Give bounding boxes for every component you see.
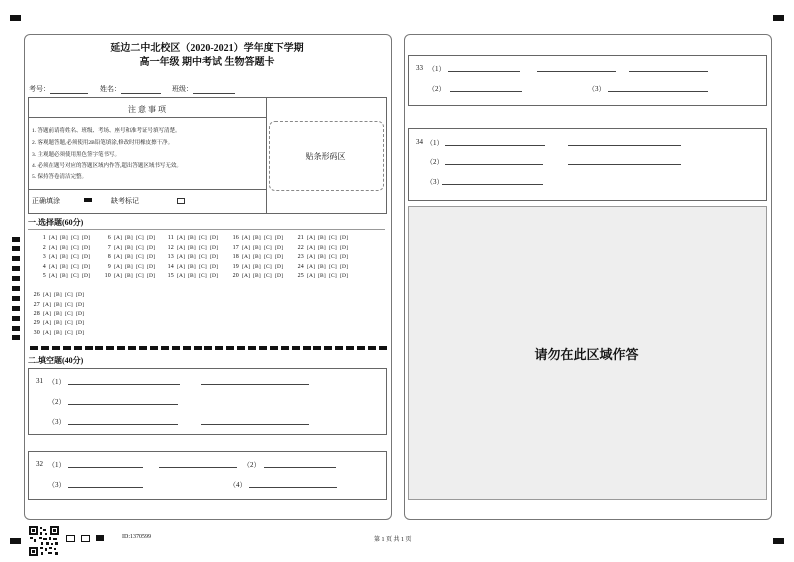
mcq-option-bubble[interactable]: [B] bbox=[188, 235, 196, 241]
mcq-option-bubble[interactable]: [D] bbox=[82, 273, 91, 279]
mcq-option-bubble[interactable]: [A] bbox=[43, 330, 52, 336]
separator-dash bbox=[74, 346, 82, 350]
mcq-question-27 bbox=[30, 302, 87, 308]
q32-blank1-line-a[interactable] bbox=[68, 467, 143, 468]
mcq-question-number: 10 bbox=[104, 273, 111, 279]
q33-blank3-line[interactable] bbox=[608, 91, 708, 92]
mcq-option-bubble[interactable]: [B] bbox=[125, 273, 133, 279]
mcq-question-number: 15 bbox=[167, 273, 174, 279]
mcq-option-bubble[interactable]: [D] bbox=[340, 254, 349, 260]
notice-item-2: 2. 客观题答题,必须使用2B铅笔填涂,修改时用橡皮擦干净。 bbox=[32, 140, 174, 146]
q34-blank2-line-a[interactable] bbox=[445, 164, 543, 165]
separator-dash bbox=[270, 346, 278, 350]
mcq-option-bubble[interactable]: [C] bbox=[136, 264, 144, 270]
mcq-option-bubble[interactable]: [C] bbox=[71, 235, 79, 241]
separator-dash bbox=[324, 346, 332, 350]
mcq-question-9 bbox=[101, 264, 158, 270]
separator-dash bbox=[248, 346, 256, 350]
mcq-option-bubble[interactable]: [D] bbox=[147, 245, 156, 251]
q33-blank1-label: （1） bbox=[428, 65, 446, 73]
mcq-option-bubble[interactable]: [D] bbox=[210, 235, 219, 241]
q31-blank3-label: （3） bbox=[48, 418, 66, 426]
mcq-question-11 bbox=[164, 235, 221, 241]
mcq-option-bubble[interactable]: [B] bbox=[188, 264, 196, 270]
footer-id: ID:1370599 bbox=[122, 534, 151, 540]
mcq-option-bubble[interactable]: [D] bbox=[340, 264, 349, 270]
section2-title: 二.填空题(40分) bbox=[28, 356, 84, 365]
mcq-option-bubble[interactable]: [C] bbox=[264, 245, 272, 251]
mcq-question-number: 29 bbox=[33, 320, 40, 326]
mcq-option-bubble[interactable]: [D] bbox=[147, 235, 156, 241]
separator-dash bbox=[139, 346, 147, 350]
mcq-option-bubble[interactable]: [C] bbox=[264, 254, 272, 260]
mcq-option-bubble[interactable]: [A] bbox=[242, 264, 251, 270]
mcq-question-8 bbox=[101, 254, 158, 260]
registration-mark-bottom-left bbox=[10, 538, 21, 544]
class-field[interactable] bbox=[172, 84, 235, 94]
mcq-option-bubble[interactable]: [B] bbox=[318, 254, 326, 260]
mcq-option-bubble[interactable]: [B] bbox=[125, 254, 133, 260]
q31-blank3-line-a[interactable] bbox=[68, 424, 178, 425]
name-label: 姓名： bbox=[100, 85, 121, 93]
mcq-option-bubble[interactable]: [C] bbox=[136, 254, 144, 260]
mcq-option-bubble[interactable]: [D] bbox=[82, 264, 91, 270]
footer-box-1 bbox=[66, 535, 75, 542]
separator-dash bbox=[346, 346, 354, 350]
separator-dash bbox=[30, 346, 38, 350]
mcq-option-bubble[interactable]: [D] bbox=[340, 235, 349, 241]
q32-blank2-label: （2） bbox=[243, 461, 261, 469]
mcq-option-bubble[interactable]: [D] bbox=[82, 254, 91, 260]
mcq-question-number: 4 bbox=[42, 264, 46, 270]
mcq-option-bubble[interactable]: [B] bbox=[60, 273, 68, 279]
absent-mark-label: 缺考标记 bbox=[111, 197, 139, 205]
separator-dash bbox=[161, 346, 169, 350]
mcq-option-bubble[interactable]: [D] bbox=[76, 330, 85, 336]
mcq-option-bubble[interactable]: [C] bbox=[71, 245, 79, 251]
separator-dash bbox=[41, 346, 49, 350]
mcq-question-number: 25 bbox=[297, 273, 304, 279]
mcq-option-bubble[interactable]: [C] bbox=[136, 273, 144, 279]
mcq-option-bubble[interactable]: [D] bbox=[210, 245, 219, 251]
registration-mark-top-right bbox=[773, 15, 784, 21]
registration-mark-bottom-right bbox=[773, 538, 784, 544]
mcq-question-5 bbox=[36, 273, 93, 279]
mcq-question-18 bbox=[229, 254, 286, 260]
mcq-question-number: 13 bbox=[167, 254, 174, 260]
mcq-question-25 bbox=[294, 273, 351, 279]
mcq-option-bubble[interactable]: [A] bbox=[43, 302, 52, 308]
mcq-option-bubble[interactable]: [B] bbox=[188, 245, 196, 251]
separator-dash bbox=[259, 346, 267, 350]
mcq-option-bubble[interactable]: [A] bbox=[307, 264, 316, 270]
mcq-question-19 bbox=[229, 264, 286, 270]
mcq-question-number: 6 bbox=[107, 235, 111, 241]
sheet-title-line2: 高一年级 期中考试 生物答题卡 bbox=[139, 57, 275, 68]
mcq-option-bubble[interactable]: [A] bbox=[49, 273, 58, 279]
q31-number: 31 bbox=[36, 377, 43, 385]
mcq-question-number: 14 bbox=[167, 264, 174, 270]
separator-dash bbox=[194, 346, 202, 350]
mcq-option-bubble[interactable]: [C] bbox=[65, 292, 73, 298]
section1-rule bbox=[28, 229, 385, 230]
mcq-option-bubble[interactable]: [D] bbox=[147, 273, 156, 279]
mcq-option-bubble[interactable]: [B] bbox=[318, 273, 326, 279]
mcq-option-bubble[interactable]: [A] bbox=[307, 245, 316, 251]
mcq-question-number: 1 bbox=[42, 235, 46, 241]
mcq-question-22 bbox=[294, 245, 351, 251]
mcq-option-bubble[interactable]: [D] bbox=[275, 254, 284, 260]
correct-fill-label: 正确填涂 bbox=[32, 197, 60, 205]
mcq-question-16 bbox=[229, 235, 286, 241]
separator-dash bbox=[172, 346, 180, 350]
q33-box bbox=[408, 55, 767, 106]
q33-blank3-label: （3） bbox=[588, 85, 606, 93]
mcq-question-number: 2 bbox=[42, 245, 46, 251]
q31-blank1-label: （1） bbox=[48, 378, 66, 386]
mcq-option-bubble[interactable]: [A] bbox=[307, 235, 316, 241]
mcq-option-bubble[interactable]: [A] bbox=[49, 254, 58, 260]
q31-blank3-line-b[interactable] bbox=[201, 424, 309, 425]
q34-blank2-line-b[interactable] bbox=[568, 164, 681, 165]
footer-box-3 bbox=[96, 535, 104, 541]
q31-blank1-line-a[interactable] bbox=[68, 384, 180, 385]
separator-dash bbox=[292, 346, 300, 350]
absent-mark-box[interactable] bbox=[177, 198, 185, 204]
qr-code bbox=[29, 526, 59, 556]
mcq-option-bubble[interactable]: [C] bbox=[65, 330, 73, 336]
mcq-option-bubble[interactable]: [B] bbox=[318, 245, 326, 251]
mcq-option-bubble[interactable]: [D] bbox=[210, 264, 219, 270]
mcq-question-number: 27 bbox=[33, 302, 40, 308]
mcq-option-bubble[interactable]: [A] bbox=[242, 235, 251, 241]
mcq-question-4 bbox=[36, 264, 93, 270]
mcq-option-bubble[interactable]: [A] bbox=[43, 311, 52, 317]
q31-blank2-label: （2） bbox=[48, 398, 66, 406]
separator-dash bbox=[85, 346, 93, 350]
mcq-option-bubble[interactable]: [B] bbox=[60, 235, 68, 241]
mcq-question-number: 23 bbox=[297, 254, 304, 260]
mcq-option-bubble[interactable]: [C] bbox=[329, 273, 337, 279]
mcq-option-bubble[interactable]: [A] bbox=[114, 254, 123, 260]
q32-blank1-label: （1） bbox=[48, 461, 66, 469]
mcq-option-bubble[interactable]: [B] bbox=[318, 235, 326, 241]
no-answer-zone-label: 请勿在此区域作答 bbox=[534, 348, 639, 363]
mcq-option-bubble[interactable]: [B] bbox=[60, 264, 68, 270]
q32-blank2-line[interactable] bbox=[264, 467, 336, 468]
correct-fill-sample bbox=[84, 198, 92, 202]
mcq-option-bubble[interactable]: [B] bbox=[54, 330, 62, 336]
mcq-option-bubble[interactable]: [D] bbox=[275, 273, 284, 279]
registration-mark-top-left bbox=[10, 15, 21, 21]
mcq-option-bubble[interactable]: [C] bbox=[329, 245, 337, 251]
separator-dash bbox=[237, 346, 245, 350]
mcq-option-bubble[interactable]: [D] bbox=[76, 320, 85, 326]
mcq-option-bubble[interactable]: [C] bbox=[199, 273, 207, 279]
mcq-option-bubble[interactable]: [D] bbox=[340, 273, 349, 279]
mcq-option-bubble[interactable]: [D] bbox=[76, 302, 85, 308]
mcq-question-13 bbox=[164, 254, 221, 260]
q33-blank1-line-b[interactable] bbox=[537, 71, 616, 72]
mcq-option-bubble[interactable]: [D] bbox=[82, 235, 91, 241]
q33-number: 33 bbox=[416, 64, 423, 72]
separator-dash bbox=[368, 346, 376, 350]
footer-page-number: 第 1 页 共 1 页 bbox=[374, 537, 412, 543]
mcq-question-number: 20 bbox=[232, 273, 239, 279]
mcq-question-23 bbox=[294, 254, 351, 260]
mcq-option-bubble[interactable]: [B] bbox=[60, 245, 68, 251]
notice-bottom-divider bbox=[28, 189, 266, 190]
mcq-option-bubble[interactable]: [C] bbox=[136, 235, 144, 241]
mcq-question-number: 17 bbox=[232, 245, 239, 251]
mcq-option-bubble[interactable]: [A] bbox=[177, 264, 186, 270]
mcq-question-24 bbox=[294, 264, 351, 270]
separator-dash bbox=[313, 346, 321, 350]
q33-blank1-line-a[interactable] bbox=[448, 71, 520, 72]
separator-dash bbox=[95, 346, 103, 350]
name-field[interactable] bbox=[100, 84, 161, 94]
q31-blank1-line-b[interactable] bbox=[201, 384, 309, 385]
mcq-option-bubble[interactable]: [C] bbox=[71, 254, 79, 260]
notice-heading-underline bbox=[28, 117, 266, 118]
mcq-option-bubble[interactable]: [B] bbox=[60, 254, 68, 260]
mcq-question-14 bbox=[164, 264, 221, 270]
mcq-option-bubble[interactable]: [C] bbox=[199, 254, 207, 260]
mcq-option-bubble[interactable]: [C] bbox=[329, 254, 337, 260]
mcq-question-30 bbox=[30, 330, 87, 336]
mcq-question-number: 7 bbox=[107, 245, 111, 251]
mcq-option-bubble[interactable]: [C] bbox=[199, 245, 207, 251]
q32-box bbox=[28, 451, 387, 500]
mcq-question-number: 24 bbox=[297, 264, 304, 270]
separator-dash bbox=[281, 346, 289, 350]
mcq-option-bubble[interactable]: [D] bbox=[210, 273, 219, 279]
mcq-option-bubble[interactable]: [A] bbox=[114, 235, 123, 241]
separator-dash bbox=[204, 346, 212, 350]
q34-blank3-label: （3） bbox=[426, 178, 444, 186]
mcq-option-bubble[interactable]: [B] bbox=[253, 273, 261, 279]
q32-blank1-line-b[interactable] bbox=[159, 467, 237, 468]
q32-blank3-line[interactable] bbox=[68, 487, 143, 488]
mcq-option-bubble[interactable]: [A] bbox=[43, 292, 52, 298]
mcq-question-20 bbox=[229, 273, 286, 279]
notice-item-3: 3. 主观题必须使用黑色签字笔书写。 bbox=[32, 152, 121, 158]
q31-blank2-line[interactable] bbox=[68, 404, 178, 405]
mcq-question-6 bbox=[101, 235, 158, 241]
mcq-question-15 bbox=[164, 273, 221, 279]
mcq-option-bubble[interactable]: [C] bbox=[329, 235, 337, 241]
q33-blank2-label: （2） bbox=[428, 85, 446, 93]
mcq-option-bubble[interactable]: [D] bbox=[147, 254, 156, 260]
mcq-option-bubble[interactable]: [B] bbox=[253, 235, 261, 241]
mcq-option-bubble[interactable]: [B] bbox=[318, 264, 326, 270]
mcq-option-bubble[interactable]: [A] bbox=[177, 254, 186, 260]
q32-number: 32 bbox=[36, 460, 43, 468]
separator-dash bbox=[52, 346, 60, 350]
separator-dash bbox=[117, 346, 125, 350]
mcq-question-17 bbox=[229, 245, 286, 251]
mcq-option-bubble[interactable]: [C] bbox=[65, 311, 73, 317]
mcq-option-bubble[interactable]: [D] bbox=[82, 245, 91, 251]
mcq-option-bubble[interactable]: [A] bbox=[114, 245, 123, 251]
mcq-option-bubble[interactable]: [A] bbox=[177, 245, 186, 251]
mcq-option-bubble[interactable]: [A] bbox=[114, 273, 123, 279]
mcq-option-bubble[interactable]: [B] bbox=[125, 235, 133, 241]
mcq-option-bubble[interactable]: [C] bbox=[71, 273, 79, 279]
mcq-question-number: 8 bbox=[107, 254, 111, 260]
mcq-option-bubble[interactable]: [C] bbox=[65, 302, 73, 308]
mcq-question-21 bbox=[294, 235, 351, 241]
mcq-option-bubble[interactable]: [D] bbox=[340, 245, 349, 251]
mcq-question-3 bbox=[36, 254, 93, 260]
mcq-option-bubble[interactable]: [B] bbox=[54, 292, 62, 298]
exam-number-field[interactable] bbox=[29, 84, 88, 94]
mcq-option-bubble[interactable]: [D] bbox=[275, 264, 284, 270]
section1-title: 一.选择题(60分) bbox=[28, 218, 84, 227]
notice-item-4: 4. 必须在题号对应的答题区域内作答,超出答题区域书写无效。 bbox=[32, 163, 182, 169]
mcq-option-bubble[interactable]: [A] bbox=[242, 273, 251, 279]
mcq-question-number: 21 bbox=[297, 235, 304, 241]
mcq-option-bubble[interactable]: [B] bbox=[188, 273, 196, 279]
mcq-option-bubble[interactable]: [C] bbox=[65, 320, 73, 326]
mcq-question-number: 19 bbox=[232, 264, 239, 270]
mcq-option-bubble[interactable]: [C] bbox=[264, 273, 272, 279]
mcq-option-bubble[interactable]: [B] bbox=[253, 245, 261, 251]
mcq-question-number: 26 bbox=[33, 292, 40, 298]
footer-box-2 bbox=[81, 535, 90, 542]
q32-blank4-line[interactable] bbox=[249, 487, 337, 488]
mcq-option-bubble[interactable]: [A] bbox=[242, 254, 251, 260]
mcq-option-bubble[interactable]: [A] bbox=[43, 320, 52, 326]
separator-dash bbox=[379, 346, 387, 350]
mcq-question-7 bbox=[101, 245, 158, 251]
mcq-option-bubble[interactable]: [A] bbox=[307, 254, 316, 260]
notice-item-5: 5. 保持答卷清洁完整。 bbox=[32, 174, 88, 180]
mcq-option-bubble[interactable]: [A] bbox=[114, 264, 123, 270]
mcq-question-2 bbox=[36, 245, 93, 251]
q34-blank2-label: （2） bbox=[426, 158, 444, 166]
q34-blank1-line-b[interactable] bbox=[568, 145, 681, 146]
mcq-option-bubble[interactable]: [B] bbox=[125, 245, 133, 251]
mcq-question-number: 18 bbox=[232, 254, 239, 260]
exam-number-label: 考号： bbox=[29, 85, 50, 93]
sheet-title-line1: 延边二中北校区（2020-2021）学年度下学期 bbox=[110, 43, 304, 54]
separator-dash bbox=[215, 346, 223, 350]
separator-dash bbox=[303, 346, 311, 350]
mcq-option-bubble[interactable]: [C] bbox=[136, 245, 144, 251]
mcq-option-bubble[interactable]: [A] bbox=[177, 235, 186, 241]
q32-blank4-label: （4） bbox=[229, 481, 247, 489]
mcq-question-number: 5 bbox=[42, 273, 46, 279]
mcq-question-number: 16 bbox=[232, 235, 239, 241]
mcq-option-bubble[interactable]: [C] bbox=[199, 235, 207, 241]
mcq-option-bubble[interactable]: [B] bbox=[54, 320, 62, 326]
mcq-question-29 bbox=[30, 320, 87, 326]
mcq-question-number: 22 bbox=[297, 245, 304, 251]
mcq-option-bubble[interactable]: [A] bbox=[177, 273, 186, 279]
mcq-question-number: 3 bbox=[42, 254, 46, 260]
mcq-question-1 bbox=[36, 235, 93, 241]
mcq-option-bubble[interactable]: [D] bbox=[275, 245, 284, 251]
mcq-option-bubble[interactable]: [B] bbox=[253, 254, 261, 260]
mcq-option-bubble[interactable]: [D] bbox=[76, 311, 85, 317]
mcq-question-10 bbox=[101, 273, 158, 279]
mcq-option-bubble[interactable]: [D] bbox=[147, 264, 156, 270]
separator-dash bbox=[357, 346, 365, 350]
separator-dash bbox=[63, 346, 71, 350]
mcq-option-bubble[interactable]: [A] bbox=[307, 273, 316, 279]
mcq-option-bubble[interactable]: [C] bbox=[329, 264, 337, 270]
mcq-question-12 bbox=[164, 245, 221, 251]
separator-dash bbox=[106, 346, 114, 350]
q32-blank3-label: （3） bbox=[48, 481, 66, 489]
mcq-option-bubble[interactable]: [D] bbox=[275, 235, 284, 241]
mcq-option-bubble[interactable]: [B] bbox=[54, 311, 62, 317]
separator-dash bbox=[335, 346, 343, 350]
mcq-option-bubble[interactable]: [B] bbox=[54, 302, 62, 308]
q34-blank1-label: （1） bbox=[426, 139, 444, 147]
barcode-label: 贴条形码区 bbox=[305, 152, 346, 161]
mcq-question-number: 9 bbox=[107, 264, 111, 270]
q34-number: 34 bbox=[416, 138, 423, 146]
q34-blank1-line-a[interactable] bbox=[445, 145, 545, 146]
mcq-option-bubble[interactable]: [A] bbox=[242, 245, 251, 251]
mcq-question-number: 30 bbox=[33, 330, 40, 336]
class-label: 班级： bbox=[172, 85, 193, 93]
separator-dash bbox=[150, 346, 158, 350]
mcq-option-bubble[interactable]: [C] bbox=[71, 264, 79, 270]
mcq-question-number: 28 bbox=[33, 311, 40, 317]
separator-dash bbox=[128, 346, 136, 350]
mcq-option-bubble[interactable]: [A] bbox=[49, 245, 58, 251]
notice-item-1: 1. 答题前请将姓名、班级、考场、座号和准考证号填写清楚。 bbox=[32, 128, 181, 134]
notice-divider-vertical bbox=[266, 97, 267, 213]
q33-blank1-line-c[interactable] bbox=[629, 71, 708, 72]
mcq-question-26 bbox=[30, 292, 87, 298]
separator-dash bbox=[183, 346, 191, 350]
q34-blank3-line[interactable] bbox=[442, 184, 543, 185]
mcq-option-bubble[interactable]: [D] bbox=[76, 292, 85, 298]
mcq-option-bubble[interactable]: [D] bbox=[210, 254, 219, 260]
mcq-option-bubble[interactable]: [B] bbox=[125, 264, 133, 270]
mcq-option-bubble[interactable]: [B] bbox=[188, 254, 196, 260]
mcq-question-number: 12 bbox=[167, 245, 174, 251]
mcq-option-bubble[interactable]: [C] bbox=[199, 264, 207, 270]
mcq-question-number: 11 bbox=[167, 235, 174, 241]
mcq-option-bubble[interactable]: [C] bbox=[264, 264, 272, 270]
mcq-option-bubble[interactable]: [A] bbox=[49, 235, 58, 241]
notice-heading: 注 意 事 项 bbox=[128, 105, 166, 114]
mcq-option-bubble[interactable]: [A] bbox=[49, 264, 58, 270]
mcq-option-bubble[interactable]: [B] bbox=[253, 264, 261, 270]
separator-dash bbox=[226, 346, 234, 350]
mcq-question-28 bbox=[30, 311, 87, 317]
mcq-option-bubble[interactable]: [C] bbox=[264, 235, 272, 241]
q33-blank2-line[interactable] bbox=[450, 91, 522, 92]
